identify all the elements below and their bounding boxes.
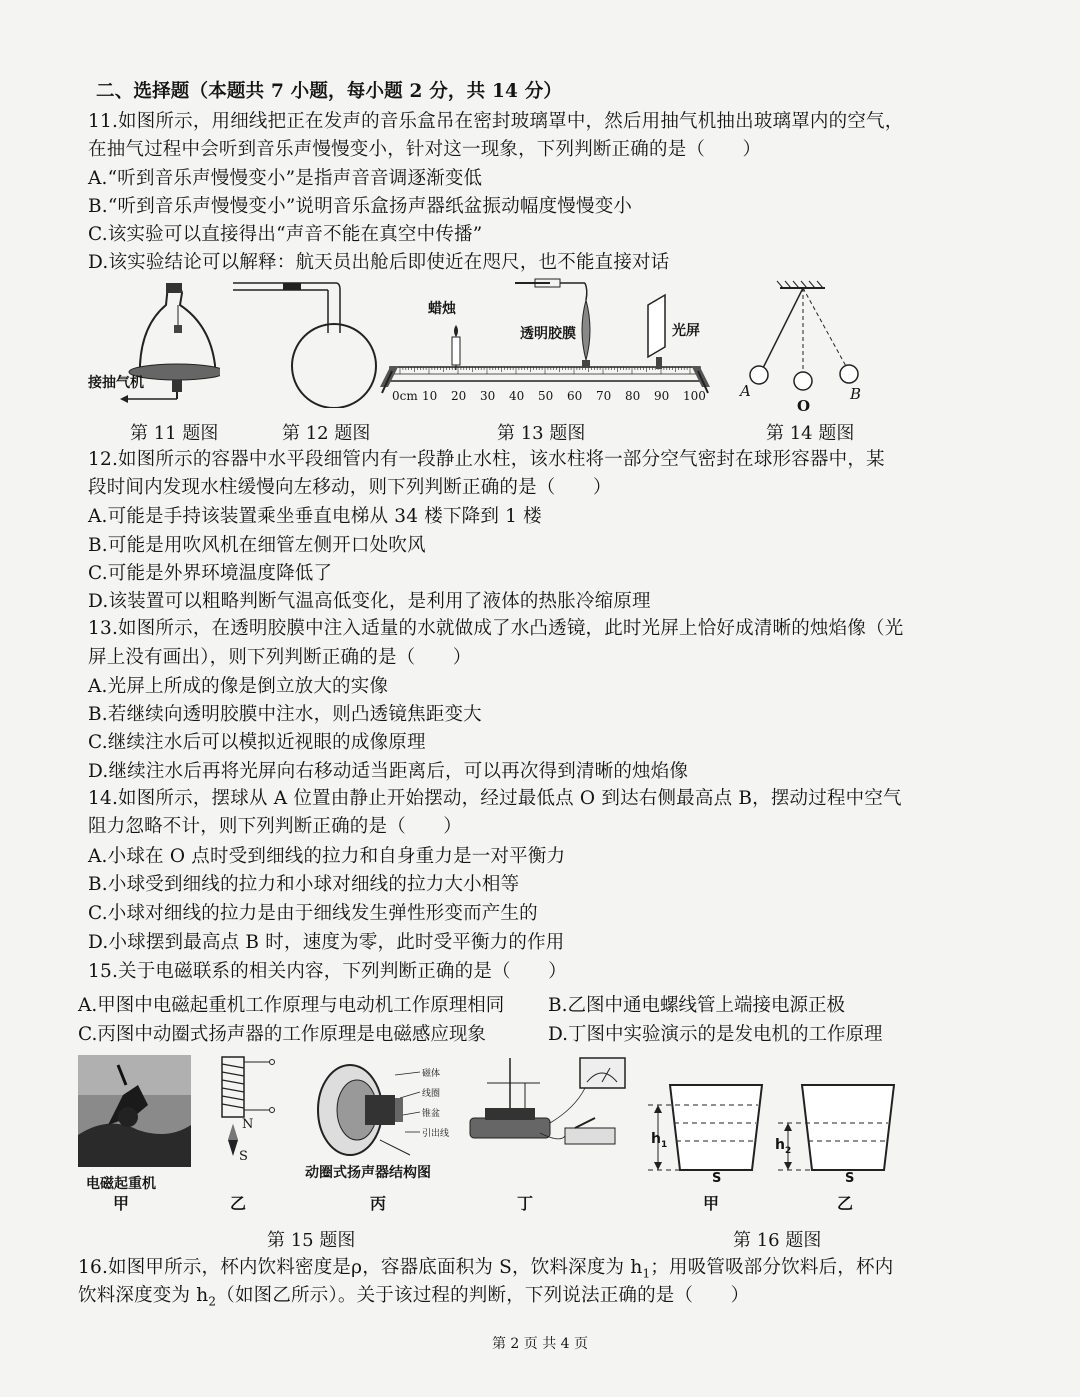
q14-option-a: A.小球在 O 点时受到细线的拉力和自身重力是一对平衡力	[88, 846, 566, 867]
ruler-tick-label: 60	[567, 389, 583, 403]
fig16-cup-jia	[640, 1075, 780, 1180]
ruler-tick-label: 10	[422, 389, 438, 403]
fig11-bell-jar	[80, 275, 220, 415]
fig13-screen-label: 光屏	[672, 323, 700, 339]
q14-option-d: D.小球摆到最高点 B 时，速度为零，此时受平衡力的作用	[88, 932, 565, 953]
fig12-flask	[228, 278, 378, 408]
fig16-cup-yi	[770, 1075, 910, 1180]
fig11-label: 接抽气机	[88, 375, 144, 391]
q11-stem-2: 在抽气过程中会听到音乐声慢慢变小，针对这一现象，下列判断正确的是（ ）	[88, 139, 762, 160]
q14-option-c: C.小球对细线的拉力是由于细线发生弹性形变而产生的	[88, 903, 538, 924]
fig15-south-label: S	[239, 1149, 248, 1164]
fig16-caption: 第 16 题图	[733, 1230, 822, 1251]
q12-option-b: B.可能是用吹风机在细管左侧开口处吹风	[88, 535, 426, 556]
fig16-jia-label: 甲	[703, 1194, 720, 1213]
fig12-caption: 第 12 题图	[282, 423, 371, 444]
q11-option-a: A.“听到音乐声慢慢变小”是指声音音调逐渐变低	[88, 168, 483, 189]
q12-option-c: C.可能是外界环境温度降低了	[88, 563, 333, 584]
fig15-crane-photo	[78, 1055, 191, 1167]
ruler-tick-label: 40	[509, 389, 525, 403]
fig16-h1-label: $h_1$	[651, 1131, 668, 1150]
fig15-ding-label: 丁	[517, 1194, 534, 1213]
q12-stem-1: 12.如图所示的容器中水平段细管内有一段静止水柱，该水柱将一部分空气密封在球形容器中，某	[88, 449, 885, 470]
fig15-caption: 第 15 题图	[267, 1230, 356, 1251]
fig13-candle-label: 蜡烛	[428, 301, 456, 317]
q14-stem-2: 阻力忽略不计，则下列判断正确的是（ ）	[88, 816, 463, 837]
q12-stem-2: 段时间内发现水柱缓慢向左移动，则下列判断正确的是（ ）	[88, 477, 612, 498]
ruler-tick-label: 100	[683, 389, 706, 403]
fig16-yi-label: 乙	[837, 1194, 854, 1213]
q13-option-a: A.光屏上所成的像是倒立放大的实像	[88, 676, 389, 697]
q12-option-d: D.该装置可以粗略判断气温高低变化，是利用了液体的热胀冷缩原理	[88, 591, 651, 612]
ruler-tick-label: 50	[538, 389, 554, 403]
q13-option-d: D.继续注水后再将光屏向右移动适当距离后，可以再次得到清晰的烛焰像	[88, 761, 689, 782]
q12-option-a: A.可能是手持该装置乘坐垂直电梯从 34 楼下降到 1 楼	[88, 506, 542, 527]
fig15-generator-experiment	[465, 1048, 640, 1158]
q13-stem-1: 13.如图所示，在透明胶膜中注入适量的水就做成了水凸透镜，此时光屏上恰好成清晰的烛焰像（光	[88, 618, 904, 639]
fig15-yi-label: 乙	[230, 1194, 247, 1213]
fig16-h2-label: $h_2$	[775, 1137, 792, 1156]
fig15-speaker-part-4: 引出线	[422, 1129, 450, 1139]
fig14-point-b: B	[850, 385, 862, 403]
q13-option-c: C.继续注水后可以模拟近视眼的成像原理	[88, 732, 426, 753]
ruler-tick-label: 80	[625, 389, 641, 403]
q16-stem-2: 饮料深度变为 $h_2$（如图乙所示）。关于该过程的判断，下列说法正确的是（ ）	[78, 1285, 750, 1309]
q15-option-c: C.丙图中动圈式扬声器的工作原理是电磁感应现象	[78, 1024, 486, 1045]
q13-option-b: B.若继续向透明胶膜中注水，则凸透镜焦距变大	[88, 704, 482, 725]
page-footer: 第 2 页 共 4 页	[491, 1336, 589, 1352]
fig16-cup-yi-s: S	[845, 1171, 855, 1186]
q14-stem-1: 14.如图所示，摆球从 A 位置由静止开始摆动，经过最低点 O 到达右侧最高点 B，摆动过程中空气	[88, 788, 902, 809]
fig15-bing-label: 丙	[370, 1194, 387, 1213]
q16-stem-1: 16.如图甲所示，杯内饮料密度是ρ，容器底面积为 S，饮料深度为 $h_1$；用吸管吸部分饮料后，杯内	[78, 1257, 894, 1281]
q11-option-b: B.“听到音乐声慢慢变小”说明音乐盒扬声器纸盆振动幅度慢慢变小	[88, 196, 633, 217]
fig13-caption: 第 13 题图	[497, 423, 586, 444]
fig15-speaker-part-3: 锥盆	[422, 1109, 441, 1119]
ruler-tick-label: 30	[480, 389, 496, 403]
fig15-crane-label: 电磁起重机	[86, 1176, 156, 1192]
fig14-point-o: O	[797, 397, 811, 415]
q11-stem-1: 11.如图所示，用细线把正在发声的音乐盒吊在密封玻璃罩中，然后用抽气机抽出玻璃罩内的空气，	[88, 111, 904, 132]
fig15-solenoid	[210, 1052, 290, 1167]
q15-stem: 15.关于电磁联系的相关内容，下列判断正确的是（ ）	[88, 961, 567, 982]
ruler-tick-label: 70	[596, 389, 612, 403]
fig15-speaker-part-2: 线圈	[422, 1089, 441, 1099]
fig13-ruler-start: 0cm	[392, 389, 418, 403]
q15-option-b: B.乙图中通电螺线管上端接电源正极	[548, 995, 845, 1016]
q11-option-d: D.该实验结论可以解释：航天员出舱后即使近在咫尺，也不能直接对话	[88, 252, 670, 273]
q15-option-d: D.丁图中实验演示的是发电机的工作原理	[548, 1024, 883, 1045]
ruler-tick-label: 20	[451, 389, 467, 403]
ruler-tick-label: 90	[654, 389, 670, 403]
fig14-caption: 第 14 题图	[766, 423, 855, 444]
fig15-speaker-title: 动圈式扬声器结构图	[305, 1165, 431, 1181]
section-title: 二、选择题（本题共 7 小题，每小题 2 分，共 14 分）	[96, 81, 563, 102]
fig14-point-a: A	[740, 382, 751, 400]
q11-option-c: C.该实验可以直接得出“声音不能在真空中传播”	[88, 224, 483, 245]
q15-option-a: A.甲图中电磁起重机工作原理与电动机工作原理相同	[78, 995, 505, 1016]
fig16-cup-jia-s: S	[712, 1171, 722, 1186]
fig15-north-label: N	[242, 1117, 254, 1132]
fig13-lens-label: 透明胶膜	[520, 326, 576, 342]
q13-stem-2: 屏上没有画出），则下列判断正确的是（ ）	[88, 647, 472, 668]
fig15-jia-label: 甲	[113, 1194, 130, 1213]
fig11-caption: 第 11 题图	[130, 423, 219, 444]
q14-option-b: B.小球受到细线的拉力和小球对细线的拉力大小相等	[88, 874, 520, 895]
fig15-speaker-part-1: 磁体	[422, 1069, 441, 1079]
